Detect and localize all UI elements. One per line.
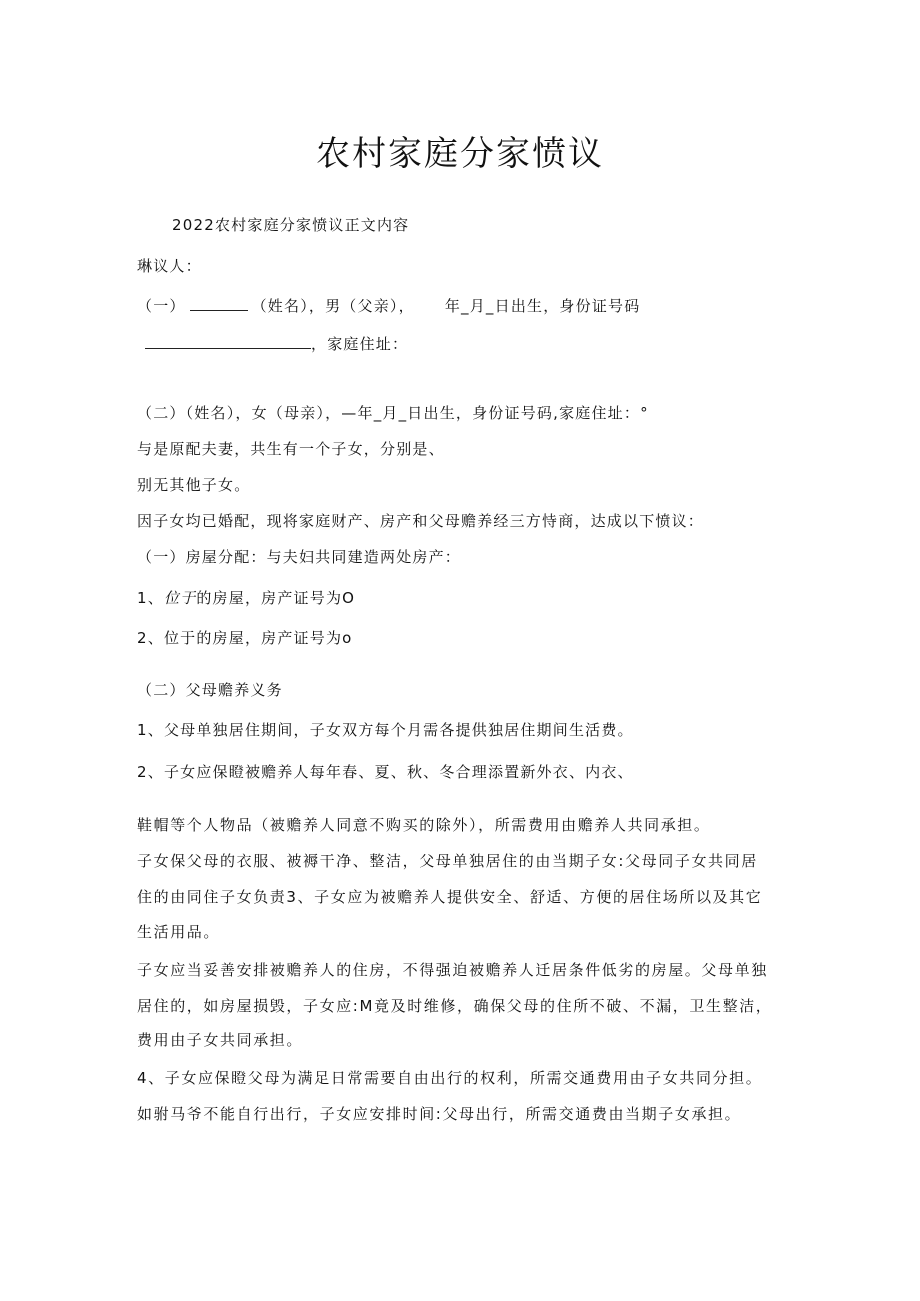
party-one-index: （一） — [137, 297, 186, 315]
subtitle-line: 2022农村家庭分家愤议正文内容 — [172, 216, 410, 234]
section-housing-heading: （一）房屋分配：与夫妇共同建造两处房产： — [137, 548, 462, 566]
support-item-2-cont: 鞋帽等个人物品（被赡养人同意不购买的除外），所需费用由赡养人共同承担。 — [137, 816, 711, 834]
paragraph-line: 住的由同住子女负责3、子女应为被赡养人提供安全、舒适、方便的居住场所以及其它 — [137, 888, 763, 906]
house-item-2: 2、位于的房屋，房产证号为o — [137, 629, 353, 647]
id-number-blank — [145, 334, 311, 349]
paragraph-line: 生活用品。 — [137, 923, 221, 941]
party-one-name-text: （姓名），男（父亲）， — [251, 297, 415, 315]
support-item-1: 1、父母单独居住期间，子女双方每个月需各提供独居住期间生活费。 — [137, 721, 634, 739]
house-item-1-index: 1、 — [137, 589, 164, 607]
section-support-heading: （二）父母赡养义务 — [137, 681, 283, 699]
agreement-intro-line: 因子女均已婚配，现将家庭财产、房产和父母赡养经三方恃商，达成以下愤议： — [137, 512, 705, 530]
document-title: 农村家庭分家愤议 — [316, 134, 604, 174]
marriage-line: 与是原配夫妻，共生有一个子女，分别是、 — [137, 440, 445, 458]
no-other-children-line: 别无其他子女。 — [137, 476, 251, 494]
support-item-2: 2、子女应保瞪被赡养人每年春、夏、秋、冬合理添置新外衣、内衣、 — [137, 763, 634, 781]
party-two-line: （二）（姓名），女（母亲），—年_月_日出生，身份证号码,家庭住址：° — [137, 404, 649, 422]
name-blank — [190, 296, 248, 311]
paragraph-line: 居住的，如房屋损毁，子女应:M竟及时维修，确保父母的住所不破、不漏，卫生整洁， — [137, 997, 773, 1015]
house-item-1 — [137, 588, 355, 608]
paragraph-line: 子女保父母的衣服、被褥干净、整洁，父母单独居住的由当期子女:父母同子女共同居 — [137, 852, 758, 870]
address-label: ，家庭住址： — [311, 335, 409, 353]
paragraph-line: 子女应当妥善安排被赡养人的住房，不得强迫被赡养人迁居条件低劣的房屋。父母单独 — [137, 961, 768, 979]
parties-label: 琳议人： — [137, 257, 202, 275]
paragraph-line: 如驸马爷不能自行出行，子女应安排时间:父母出行，所需交通费由当期子女承担。 — [137, 1105, 742, 1123]
party-one-birth-text: 年_月_日出生，身份证号码 — [444, 297, 641, 315]
house-item-1-location: 位于 — [163, 589, 197, 607]
party-one-line — [137, 296, 640, 316]
address-line — [145, 334, 408, 354]
support-item-4: 4、子女应保瞪父母为满足日常需要自由出行的权利，所需交通费用由子女共同分担。 — [137, 1069, 763, 1087]
paragraph-line: 费用由子女共同承担。 — [137, 1031, 304, 1049]
house-item-1-text: 的房屋，房产证号为O — [196, 589, 356, 607]
